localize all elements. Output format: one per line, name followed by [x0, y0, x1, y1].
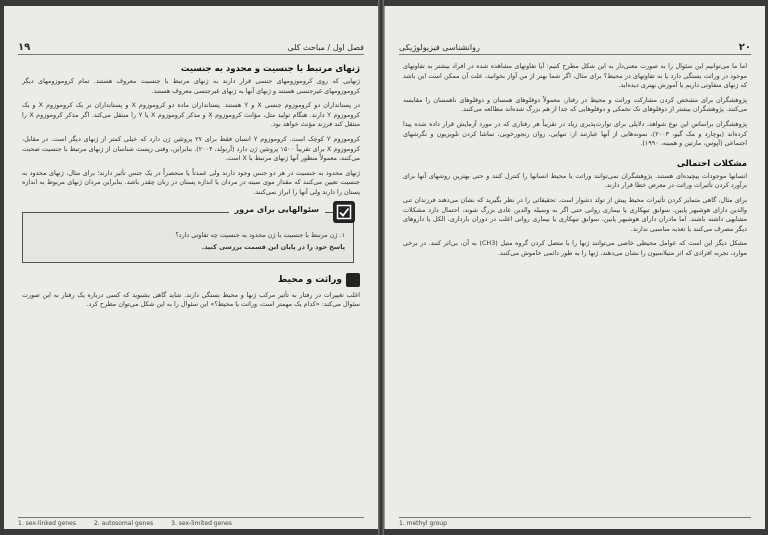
page-number: ۲۰ — [738, 42, 751, 53]
paragraph: انسانها موجودات پیچیده‌ای هستند. پژوهشگران نمی‌توانند وراثت یا محیط انسانها را کنترل کنند و حتی بهترین روشهای آنها برای برآورد کردن تأثیرات وراثت در معرض خطا قرار دارند. — [403, 171, 747, 190]
section-title-text: وراثت و محیط — [278, 274, 342, 285]
section-heading: ژنهای مرتبط با جنسیت و محدود به جنسیت — [180, 64, 360, 74]
paragraph: در پستانداران دو کروموزوم جنسی X و Y هستند. پستانداران ماده دو کروموزوم X و پستانداران نر یک کروموزوم X و یک کروموزوم Y دارند. هنگام تولید مثل، مؤانث کروموزوم X و مذکر کروموزوم X یا Y را منتقل می‌کند. اگر مذکر کروموزوم X را منتقل کند فرزند مؤنث خواهد بود. — [22, 101, 360, 129]
running-title: فصل اول / مباحث کلی — [287, 43, 364, 52]
running-title: روانشناسی فیزیولوژیکی — [399, 43, 480, 52]
footnotes — [18, 517, 364, 527]
section-marker-icon — [346, 273, 360, 287]
review-box-title: سئوالهایی برای مرور — [229, 204, 325, 215]
page-number: ۱۹ — [18, 42, 31, 53]
paragraph: کروموزوم Y کوچک است. کروموزوم Y انسان فقط برای ۲۷ پروتئین ژن دارد که خیلی کمتر از ژنهای دیگر است. در مقابل، کروموزوم X برای تقریباً ۱۵۰۰ پروتئین ژن دارد (آرنولد، ۲۰۰۴). بنابراین، وقتی زیست شناسان از ژنهای مرتبط با جنسیت صحبت می‌کنند، معمولاً منظور آنها ژنهای مرتبط با X است. — [22, 134, 360, 163]
page-header — [399, 42, 751, 55]
footnote: 1. methyl group — [399, 520, 447, 527]
paragraph: اما ما می‌توانیم این سئوال را به صورت معنی‌دار به این شکل مطرح کنیم: آیا تفاوتهای مشاهده شده در افراد بیشتر به تفاوتهای موجود در وراثت بستگی دارد یا به تفاوتهای در محیط؟ برای مثال، اگر شما بهتر از من آواز بخوانید، علت آن ممکن است این باشد که ژنهای متفاوتی داریم یا آموزش بهتری دیده‌اید. — [403, 62, 747, 90]
page-body — [403, 62, 747, 517]
paragraph: پژوهشگران برای مشخص کردن مشارکت وراثت و محیط در رفتار، معمولاً دوقلوهای همسان و دوقلوهای ناهمسان را مقایسه می‌کنند. پژوهشگران بیشتر از دوقلوهای تک تخمکی و دوقلوهایی که جدا از هم بزرگ شده‌اند مطالعه می‌کنند. — [403, 95, 747, 114]
paragraph: پژوهشگران براساس این نوع شواهد، دلایلی برای توارث‌پذیری زیاد در تقریباً هر رفتاری که در مورد آزمایش قرار داده شده پیدا کرده‌اند (بوچارد و مک گیو، ۲۰۰۳)، نمونه‌هایی از آنها عبارتند از: تنهایی، روان رنجورخویی، تماشا کردن تلویزیون و نگرشهای اجتماعی (آپوس، مارتین و همینه، ۱۹۹۰). — [403, 119, 748, 148]
footnote: 3. sex-limited genes — [171, 520, 232, 527]
paragraph: مشکل دیگر این است که عوامل محیطی خاصی می‌توانند ژنها را با متصل کردن گروه متیل (CH3) به آن، بی‌اثر کنند. در برخی موارد، تجربه افرادی که اثر متیلاسیون را نشان می‌دهند، ژنها را به طور دائمی خاموش می‌کنند. — [403, 239, 747, 257]
right-page — [384, 6, 765, 529]
paragraph: اغلب تغییرات در رفتار به تأثیر مرکب ژنها و محیط بستگی دارند. شاید گاهی بشنوید که کسی درباره یک رفتار به این صورت سئوال می‌کند: «کدام یک مهمتر است، وراثت یا محیط؟» این سئوال را به این شکل می‌توان مطرح کرد. — [22, 290, 360, 309]
footnote: 1. sex-linked genes — [18, 520, 76, 527]
page-header — [18, 42, 364, 55]
review-questions-box — [22, 204, 354, 263]
footnote: 2. autosomal genes — [93, 520, 154, 527]
section-title — [22, 273, 360, 287]
review-answer-note: پاسخ خود را در پایان این قسمت بررسی کنید. — [201, 243, 345, 252]
paragraph: ژنهای محدود به جنسیت در هر دو جنس وجود دارند ولی عمدتاً یا منحصراً در یک جنس تأثیر دارند؛ برای مثال، ژنهای محدود به جنسیت تعیین می‌کنند که مقدار موی سینه در مردان یا اندازه پستان در زنان چقدر باشد. بنابراین مردان ژنهای مربوط به اندازه پستان را دارند ولی آنها را ابراز نمی‌کنند. — [22, 168, 360, 196]
section-heading: مشکلات احتمالی — [676, 158, 747, 169]
paragraph: ژنهایی که روی کروموزومهای جنسی قرار دارند به ژنهای مرتبط با جنسیت معروف هستند. تمام کروموزومهای دیگر کروموزومهای غیرجنسی هستند و ژنهای آنها به ژنهای غیرجنسی معروف هستند. — [22, 77, 360, 95]
review-question: ۱. ژن مرتبط با جنسیت با ژن محدود به جنسیت چه تفاوتی دارد؟ — [175, 230, 345, 239]
page-body — [22, 62, 360, 517]
checkmark-icon — [333, 201, 355, 223]
footnotes — [399, 517, 751, 527]
left-page — [4, 6, 379, 529]
paragraph: برای مثال، گاهی متمایز کردن تأثیرات محیط پیش از تولد دشوار است. تحقیقاتی را در نظر بگیرید که نشان می‌دهند فرزندان تنی والدین دارای هوشبهر پایین، سوابق تبهکاری یا بیماری روانی حتی اگر به وسیله والدین عادی بزرگ شوند، احتمال دارد مشکلات مشابهی داشته باشند. اما مادران دارای هوشبهر پایین، سوابق تبهکاری یا بیماری روانی اغلب در دوران بارداری، الکل یا داروهای دیگر مصرف می‌کنند یا تغذیه مناسبی ندارند. — [403, 195, 747, 233]
